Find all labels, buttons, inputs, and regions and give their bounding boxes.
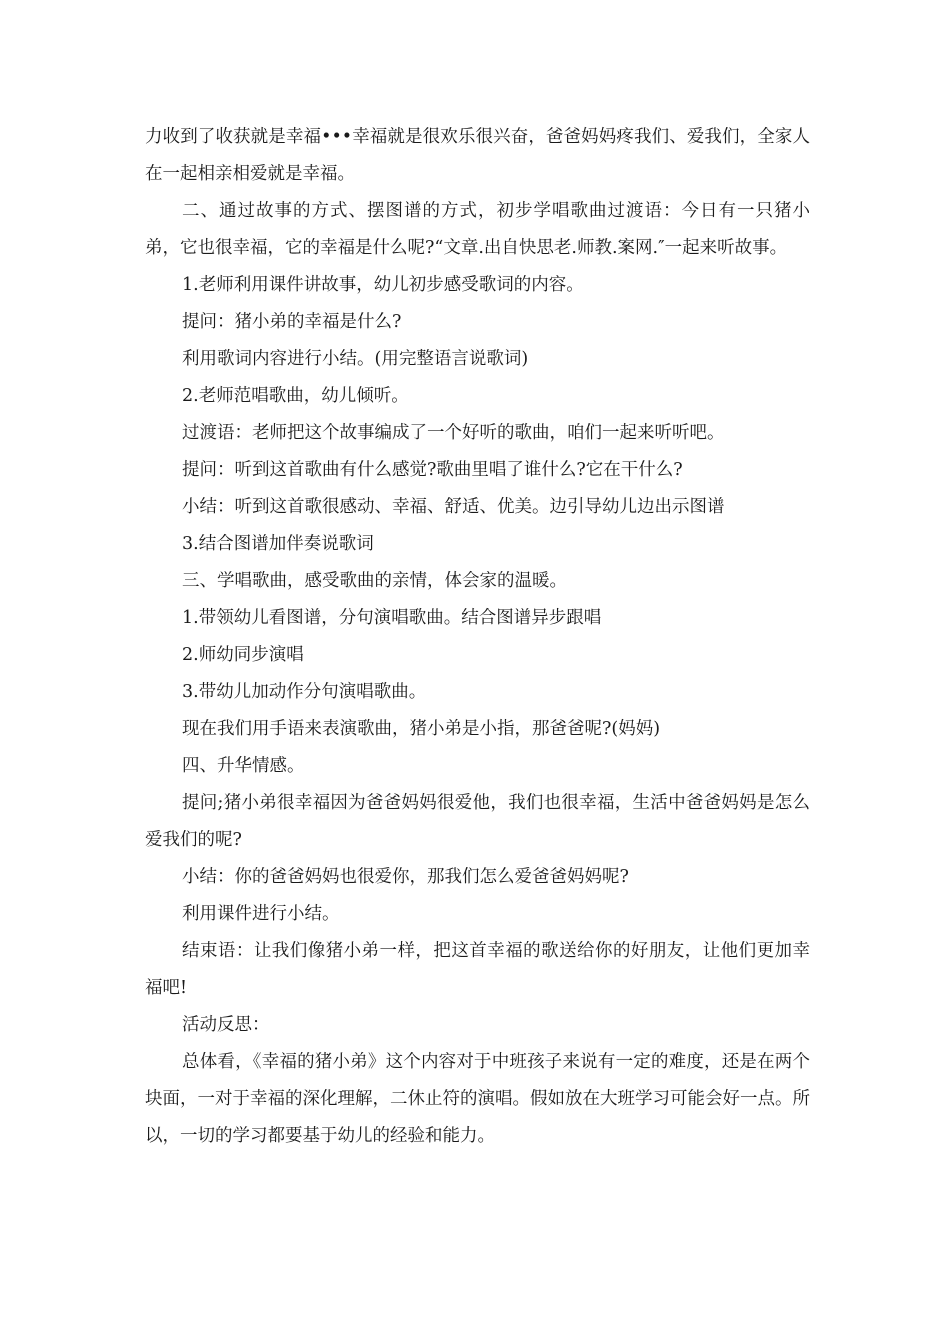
section-heading: 三、学唱歌曲，感受歌曲的亲情，体会家的温暖。 [182, 571, 567, 591]
paragraph: 现在我们用手语来表演歌曲，猪小弟是小指，那爸爸呢?(妈妈) [182, 719, 661, 739]
paragraph: 过渡语：老师把这个故事编成了一个好听的歌曲，咱们一起来听听吧。 [182, 423, 725, 443]
paragraph: 3.结合图谱加伴奏说歌词 [182, 534, 374, 554]
paragraph: 3.带幼儿加动作分句演唱歌曲。 [182, 682, 427, 702]
paragraph: 利用歌词内容进行小结。(用完整语言说歌词) [182, 349, 529, 369]
paragraph: 提问;猪小弟很幸福因为爸爸妈妈很爱他，我们也很幸福，生活中爸爸妈妈是怎么爱我们的呢? [145, 793, 810, 850]
paragraph: 结束语：让我们像猪小弟一样，把这首幸福的歌送给你的好朋友，让他们更加幸福吧! [145, 941, 810, 998]
paragraph: 力收到了收获就是幸福•••幸福就是很欢乐很兴奋，爸爸妈妈疼我们、爱我们，全家人在一起相亲相爱就是幸福。 [145, 127, 810, 184]
section-heading: 活动反思： [182, 1015, 270, 1035]
paragraph: 2.老师范唱歌曲，幼儿倾听。 [182, 386, 409, 406]
paragraph: 2.师幼同步演唱 [182, 645, 304, 665]
paragraph: 1.老师利用课件讲故事，幼儿初步感受歌词的内容。 [182, 275, 584, 295]
paragraph: 1.带领幼儿看图谱，分句演唱歌曲。结合图谱异步跟唱 [182, 608, 602, 628]
paragraph: 小结：听到这首歌很感动、幸福、舒适、优美。边引导幼儿边出示图谱 [182, 497, 725, 517]
section-heading: 四、升华情感。 [182, 756, 305, 776]
paragraph: 提问：猪小弟的幸福是什么? [182, 312, 402, 332]
paragraph: 二、通过故事的方式、摆图谱的方式，初步学唱歌曲过渡语：今日有一只猪小弟，它也很幸福，它的幸福是什么呢?“文章.出自快思老.师教.案网.″一起来听故事。 [145, 201, 810, 258]
document-body [145, 119, 810, 1155]
paragraph: 小结：你的爸爸妈妈也很爱你，那我们怎么爱爸爸妈妈呢? [182, 867, 629, 887]
paragraph: 提问：听到这首歌曲有什么感觉?歌曲里唱了谁什么?它在干什么? [182, 460, 683, 480]
paragraph: 总体看，《幸福的猪小弟》这个内容对于中班孩子来说有一定的难度，还是在两个块面，一对于幸福的深化理解，二休止符的演唱。假如放在大班学习可能会好一点。所以，一切的学习都要基于幼儿的经验和能力。 [145, 1052, 810, 1146]
paragraph: 利用课件进行小结。 [182, 904, 340, 924]
